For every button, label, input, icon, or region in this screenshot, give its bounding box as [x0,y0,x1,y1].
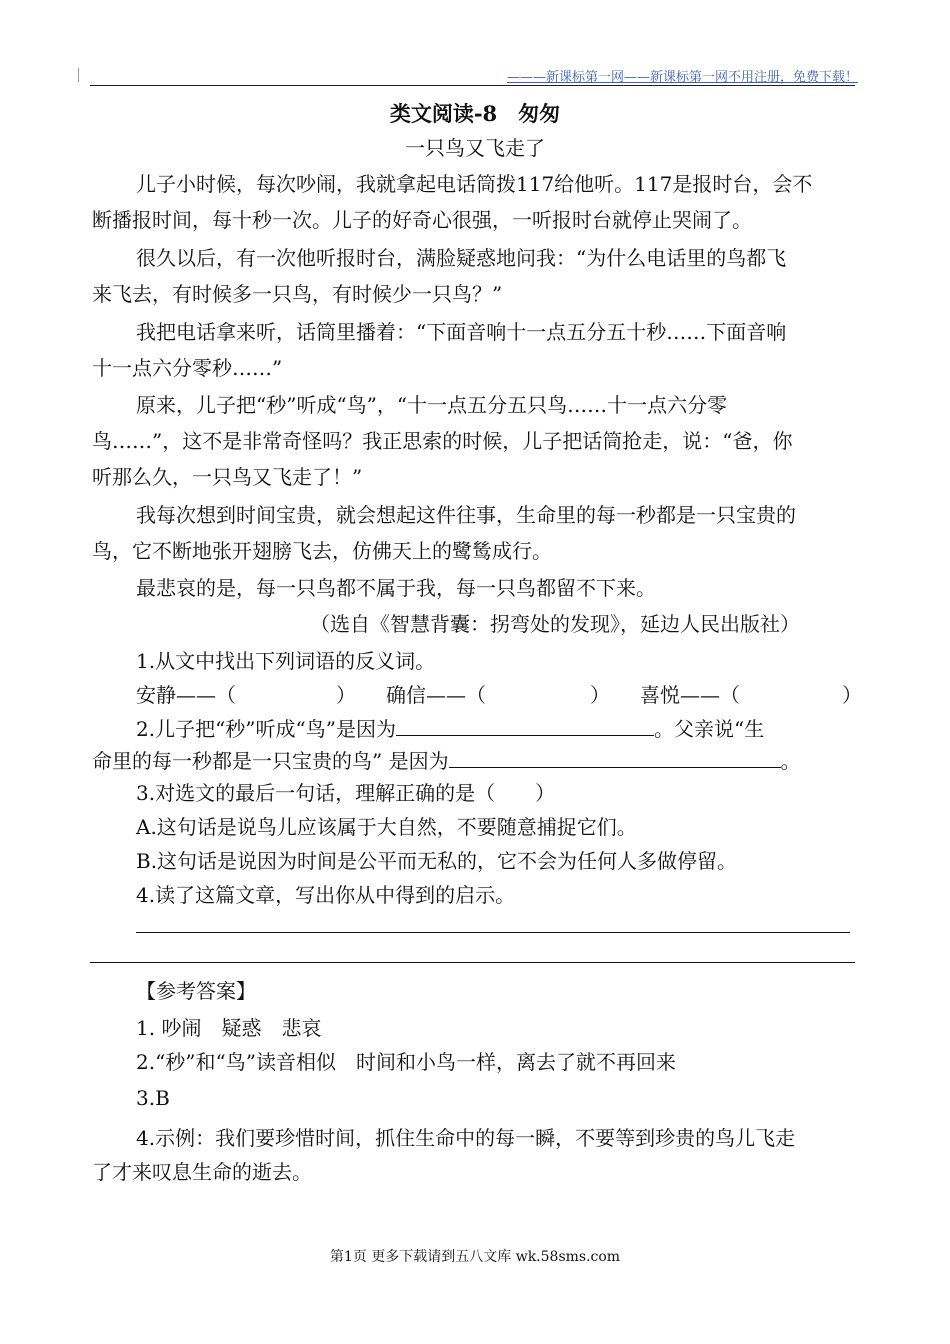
q2-text-c: 命里的每一秒都是一只宝贵的鸟” 是因为 [92,749,449,773]
answer-blank[interactable] [449,745,781,768]
passage-line: 鸟……”，这不是非常奇怪吗？我正思索的时候，儿子把话筒抢走，说：“爸，你 [92,429,793,453]
page-footer: 第1页 更多下载请到五八文库 wk.58sms.com [329,1249,621,1265]
page-title: 类文阅读-8 匆匆 [389,101,561,126]
option-a: A.这句话是说鸟儿应该属于大自然，不要随意捕捉它们。 [136,815,637,839]
passage-line: 我每次想到时间宝贵，就会想起这件往事，生命里的每一秒都是一只宝贵的 [136,503,796,527]
passage-line: 儿子小时候，每次吵闹，我就拿起电话筒拨117给他听。117是报时台，会不 [136,172,813,196]
q1-item-close: ） [336,683,356,707]
answer-line[interactable] [136,932,850,933]
passage-title: 一只鸟又飞走了 [405,136,545,160]
passage-line: 我把电话拿来听，话筒里播着：“下面音响十一点五分五十秒……下面音响 [136,320,787,344]
answer-4: 4.示例：我们要珍惜时间，抓住生命中的每一瞬，不要等到珍贵的鸟儿飞走 [136,1126,796,1150]
question-1: 1.从文中找出下列词语的反义词。 [136,649,436,673]
question-2-cont [92,743,801,779]
corner-mark [78,68,79,82]
answer-blank[interactable] [396,713,654,736]
q2-text-b: 。父亲说“生 [653,717,765,741]
passage-line: 听那么久，一只鸟又飞走了！” [92,465,363,489]
answers-heading: 【参考答案】 [136,979,256,1003]
q1-item-close: ） [842,683,862,707]
header-link[interactable]: ———新课标第一网——新课标第一网不用注册，免费下载！ [506,70,858,85]
passage-line: 原来，儿子把“秒”听成“鸟”，“十一点五分五只鸟……十一点六分零 [136,393,728,417]
passage-source: （选自《智慧背囊：拐弯处的发现》，延边人民出版社） [310,612,800,636]
section-divider [90,962,855,963]
answer-3: 3.B [136,1086,170,1110]
q2-text-d: 。 [780,749,801,773]
option-b: B.这句话是说因为时间是公平而无私的，它不会为任何人多做停留。 [136,849,738,873]
passage-line: 鸟，它不断地张开翅膀飞去，仿佛天上的鹭鸶成行。 [92,539,552,563]
q1-item-open: 确信——（ [386,683,486,707]
q1-item-close: ） [590,683,610,707]
passage-line: 来飞去，有时候多一只鸟，有时候少一只鸟？” [92,282,503,306]
question-3: 3.对选文的最后一句话，理解正确的是（ ） [136,781,556,805]
passage-line: 断播报时间，每十秒一次。儿子的好奇心很强，一听报时台就停止哭闹了。 [92,208,752,232]
q1-item-open: 安静——（ [136,683,236,707]
question-2 [136,711,764,747]
header-divider [90,85,855,86]
passage-line: 最悲哀的是，每一只鸟都不属于我，每一只鸟都留不下来。 [136,576,656,600]
question-4: 4.读了这篇文章，写出你从中得到的启示。 [136,883,516,907]
answer-4-cont: 了才来叹息生命的逝去。 [92,1160,312,1184]
answer-1: 1. 吵闹 疑惑 悲哀 [136,1016,322,1040]
q2-text-a: 2.儿子把“秒”听成“鸟”是因为 [136,717,396,741]
q1-item-open: 喜悦——（ [640,683,740,707]
answer-2: 2.“秒”和“鸟”读音相似 时间和小鸟一样，离去了就不再回来 [136,1050,676,1074]
passage-line: 很久以后，有一次他听报时台，满脸疑惑地问我：“为什么电话里的鸟都飞 [136,246,787,270]
passage-line: 十一点六分零秒……” [92,356,283,380]
